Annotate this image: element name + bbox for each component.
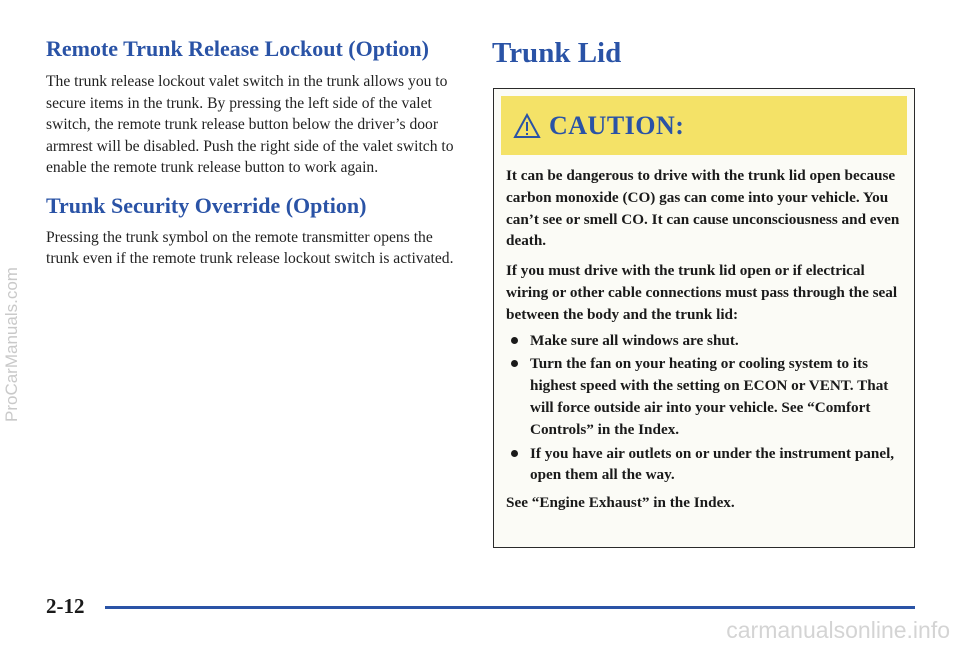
list-item <box>506 353 902 440</box>
caution-box <box>493 88 915 548</box>
list-item-text: If you have air outlets on or under the instrument panel, open them all the way. <box>530 444 895 484</box>
caution-paragraph: If you must drive with the trunk lid open or if electrical wiring or other cable connections must pass through the seal between the body and the trunk lid: <box>506 262 898 323</box>
page-number: 2-12 <box>46 594 85 618</box>
list-item-text: Turn the fan on your heating or cooling system to its highest speed with the setting on ECON or VENT. That will force outside air into your vehicle. See “Comfort Controls” in the Index. <box>530 355 889 438</box>
side-watermark: ProCarManuals.com <box>2 267 21 422</box>
caution-paragraph: It can be dangerous to drive with the trunk lid open because carbon monoxide (CO) gas can come into your vehicle. You can’t see or smell CO. It can cause unconsciousness and even death. <box>506 167 900 250</box>
list-item <box>506 443 902 487</box>
section-title-trunk-security-override: Trunk Security Override (Option) <box>46 192 367 218</box>
warning-triangle-icon <box>513 113 541 139</box>
bullet-icon <box>511 450 518 457</box>
caution-body <box>506 165 902 514</box>
bottom-watermark: carmanualsonline.info <box>726 617 950 643</box>
section-title-remote-trunk-release-lockout: Remote Trunk Release Lockout (Option) <box>46 36 429 61</box>
caution-bullet-list <box>506 330 902 487</box>
list-item-text: Make sure all windows are shut. <box>530 331 739 349</box>
list-item <box>506 330 902 352</box>
bullet-icon <box>511 360 518 367</box>
section-body-trunk-security-override: Pressing the trunk symbol on the remote transmitter opens the trunk even if the remote trunk release lockout switch is activated. <box>46 228 454 267</box>
left-column <box>46 36 460 270</box>
caution-footer: See “Engine Exhaust” in the Index. <box>506 494 735 512</box>
caution-label: CAUTION: <box>549 110 685 140</box>
bullet-icon <box>511 337 518 344</box>
footer-divider <box>105 606 915 609</box>
page-title-trunk-lid: Trunk Lid <box>492 37 622 69</box>
caution-banner <box>501 96 907 155</box>
section-body-remote-trunk-release-lockout: The trunk release lockout valet switch in the trunk allows you to secure items in the trunk. By pressing the left side of the valet switch, the remote trunk release button below the driver’s door armrest will be disabled. Push the right side of the valet switch to enable the remote trunk release button to work again. <box>46 73 454 176</box>
